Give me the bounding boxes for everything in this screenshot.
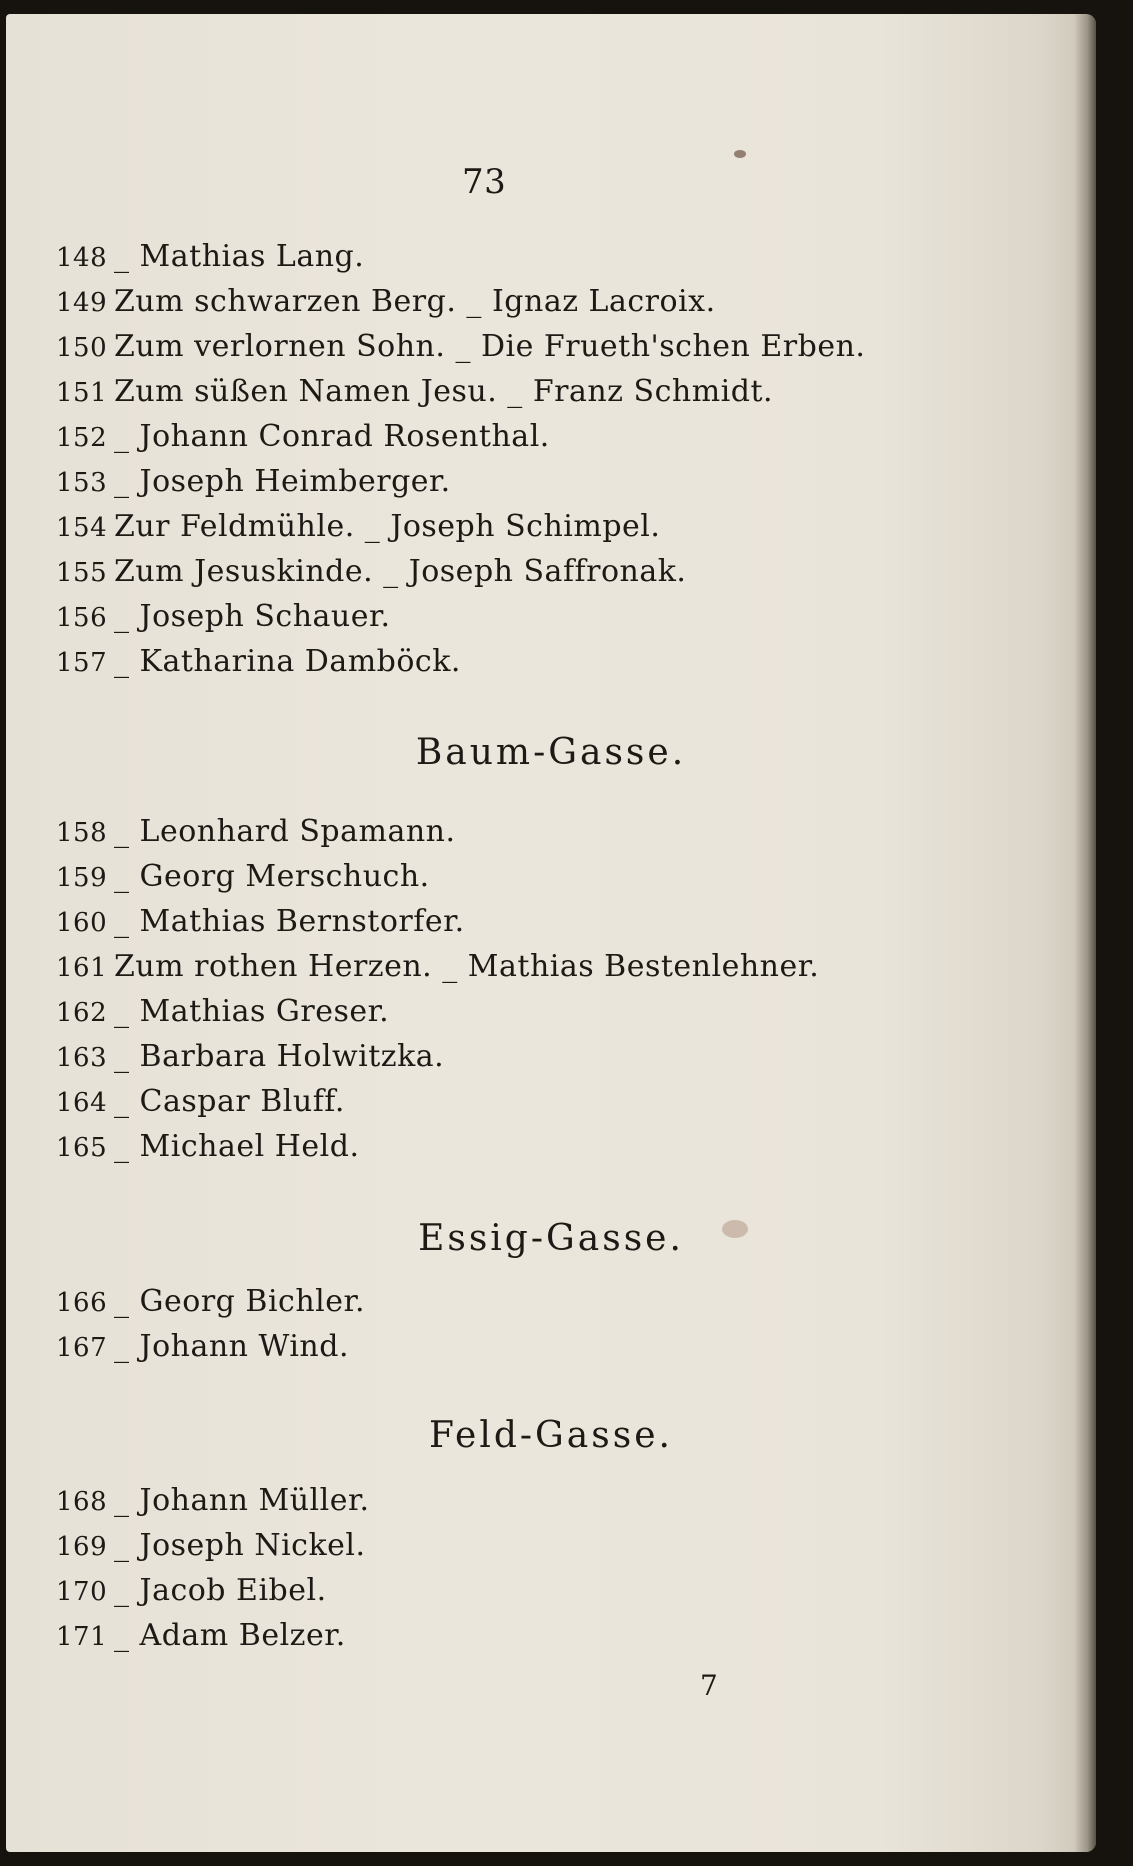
entry-text: _ Mathias Bernstorfer. bbox=[114, 904, 465, 939]
entry-text: Zum süßen Namen Jesu. _ Franz Schmidt. bbox=[114, 374, 774, 409]
list-item bbox=[56, 505, 660, 549]
entry-text: _ Katharina Damböck. bbox=[114, 644, 461, 679]
entry-text: _ Barbara Holwitzka. bbox=[114, 1039, 445, 1074]
house-number: 158 bbox=[56, 818, 108, 848]
list-item bbox=[56, 1569, 327, 1613]
house-number: 164 bbox=[56, 1088, 108, 1118]
entry-text: _ Johann Conrad Rosenthal. bbox=[114, 419, 550, 454]
list-item bbox=[56, 325, 865, 369]
list-item bbox=[56, 1125, 360, 1169]
list-item bbox=[56, 280, 716, 324]
list-item bbox=[56, 900, 465, 944]
entry-text: _ Caspar Bluff. bbox=[114, 1084, 345, 1119]
entry-text: Zum schwarzen Berg. _ Ignaz Lacroix. bbox=[114, 284, 716, 319]
entry-text: _ Georg Merschuch. bbox=[114, 859, 430, 894]
house-number: 165 bbox=[56, 1133, 108, 1163]
page-edge-shadow bbox=[1074, 14, 1096, 1852]
entry-text: _ Joseph Schauer. bbox=[114, 599, 391, 634]
section-heading: Baum-Gasse. bbox=[415, 732, 687, 773]
house-number: 168 bbox=[56, 1487, 108, 1517]
list-item bbox=[56, 945, 819, 989]
house-number: 156 bbox=[56, 603, 108, 633]
house-number: 153 bbox=[56, 468, 108, 498]
house-number: 166 bbox=[56, 1288, 108, 1318]
list-item bbox=[56, 855, 430, 899]
entry-text: _ Joseph Heimberger. bbox=[114, 464, 451, 499]
house-number: 161 bbox=[56, 953, 108, 983]
house-number: 160 bbox=[56, 908, 108, 938]
entry-text: Zum rothen Herzen. _ Mathias Bestenlehner. bbox=[114, 949, 820, 984]
list-item bbox=[56, 370, 773, 414]
list-item bbox=[56, 1479, 370, 1523]
entry-text: Zum Jesuskinde. _ Joseph Saffronak. bbox=[114, 554, 687, 589]
house-number: 157 bbox=[56, 648, 108, 678]
house-number: 159 bbox=[56, 863, 108, 893]
entry-text: _ Mathias Greser. bbox=[114, 994, 390, 1029]
house-number: 169 bbox=[56, 1532, 108, 1562]
entry-text: Zum verlornen Sohn. _ Die Frueth'schen Erben. bbox=[114, 329, 866, 364]
house-number: 150 bbox=[56, 333, 108, 363]
list-item bbox=[56, 1280, 365, 1324]
house-number: 151 bbox=[56, 378, 108, 408]
entry-text: _ Michael Held. bbox=[114, 1129, 360, 1164]
entry-text: Zur Feldmühle. _ Joseph Schimpel. bbox=[114, 509, 661, 544]
list-item bbox=[56, 990, 389, 1034]
list-item bbox=[56, 595, 391, 639]
list-item bbox=[56, 1325, 349, 1369]
section-heading: Feld-Gasse. bbox=[429, 1415, 673, 1456]
list-item bbox=[56, 235, 364, 279]
entry-text: _ Johann Müller. bbox=[114, 1483, 370, 1518]
entry-text: _ Mathias Lang. bbox=[114, 239, 365, 274]
house-number: 149 bbox=[56, 288, 108, 318]
entry-text: _ Joseph Nickel. bbox=[114, 1528, 366, 1563]
book-page bbox=[6, 14, 1096, 1852]
house-number: 154 bbox=[56, 513, 108, 543]
list-item bbox=[56, 1614, 346, 1658]
signature-mark: 7 bbox=[700, 1669, 719, 1702]
house-number: 148 bbox=[56, 243, 108, 273]
list-item bbox=[56, 1080, 345, 1124]
list-item bbox=[56, 810, 456, 854]
list-item bbox=[56, 460, 451, 504]
paper-stain bbox=[734, 150, 746, 158]
list-item bbox=[56, 1524, 366, 1568]
house-number: 171 bbox=[56, 1622, 108, 1652]
list-item bbox=[56, 1035, 444, 1079]
list-item bbox=[56, 640, 461, 684]
page-number: 73 bbox=[462, 162, 507, 202]
list-item bbox=[56, 550, 686, 594]
entry-text: _ Leonhard Spamann. bbox=[114, 814, 456, 849]
house-number: 155 bbox=[56, 558, 108, 588]
entry-text: _ Johann Wind. bbox=[114, 1329, 349, 1364]
entry-text: _ Adam Belzer. bbox=[114, 1618, 346, 1653]
entry-text: _ Jacob Eibel. bbox=[114, 1573, 327, 1608]
section-heading: Essig-Gasse. bbox=[418, 1218, 684, 1259]
house-number: 170 bbox=[56, 1577, 108, 1607]
house-number: 167 bbox=[56, 1333, 108, 1363]
house-number: 152 bbox=[56, 423, 108, 453]
list-item bbox=[56, 415, 550, 459]
entry-text: _ Georg Bichler. bbox=[114, 1284, 366, 1319]
house-number: 163 bbox=[56, 1043, 108, 1073]
house-number: 162 bbox=[56, 998, 108, 1028]
